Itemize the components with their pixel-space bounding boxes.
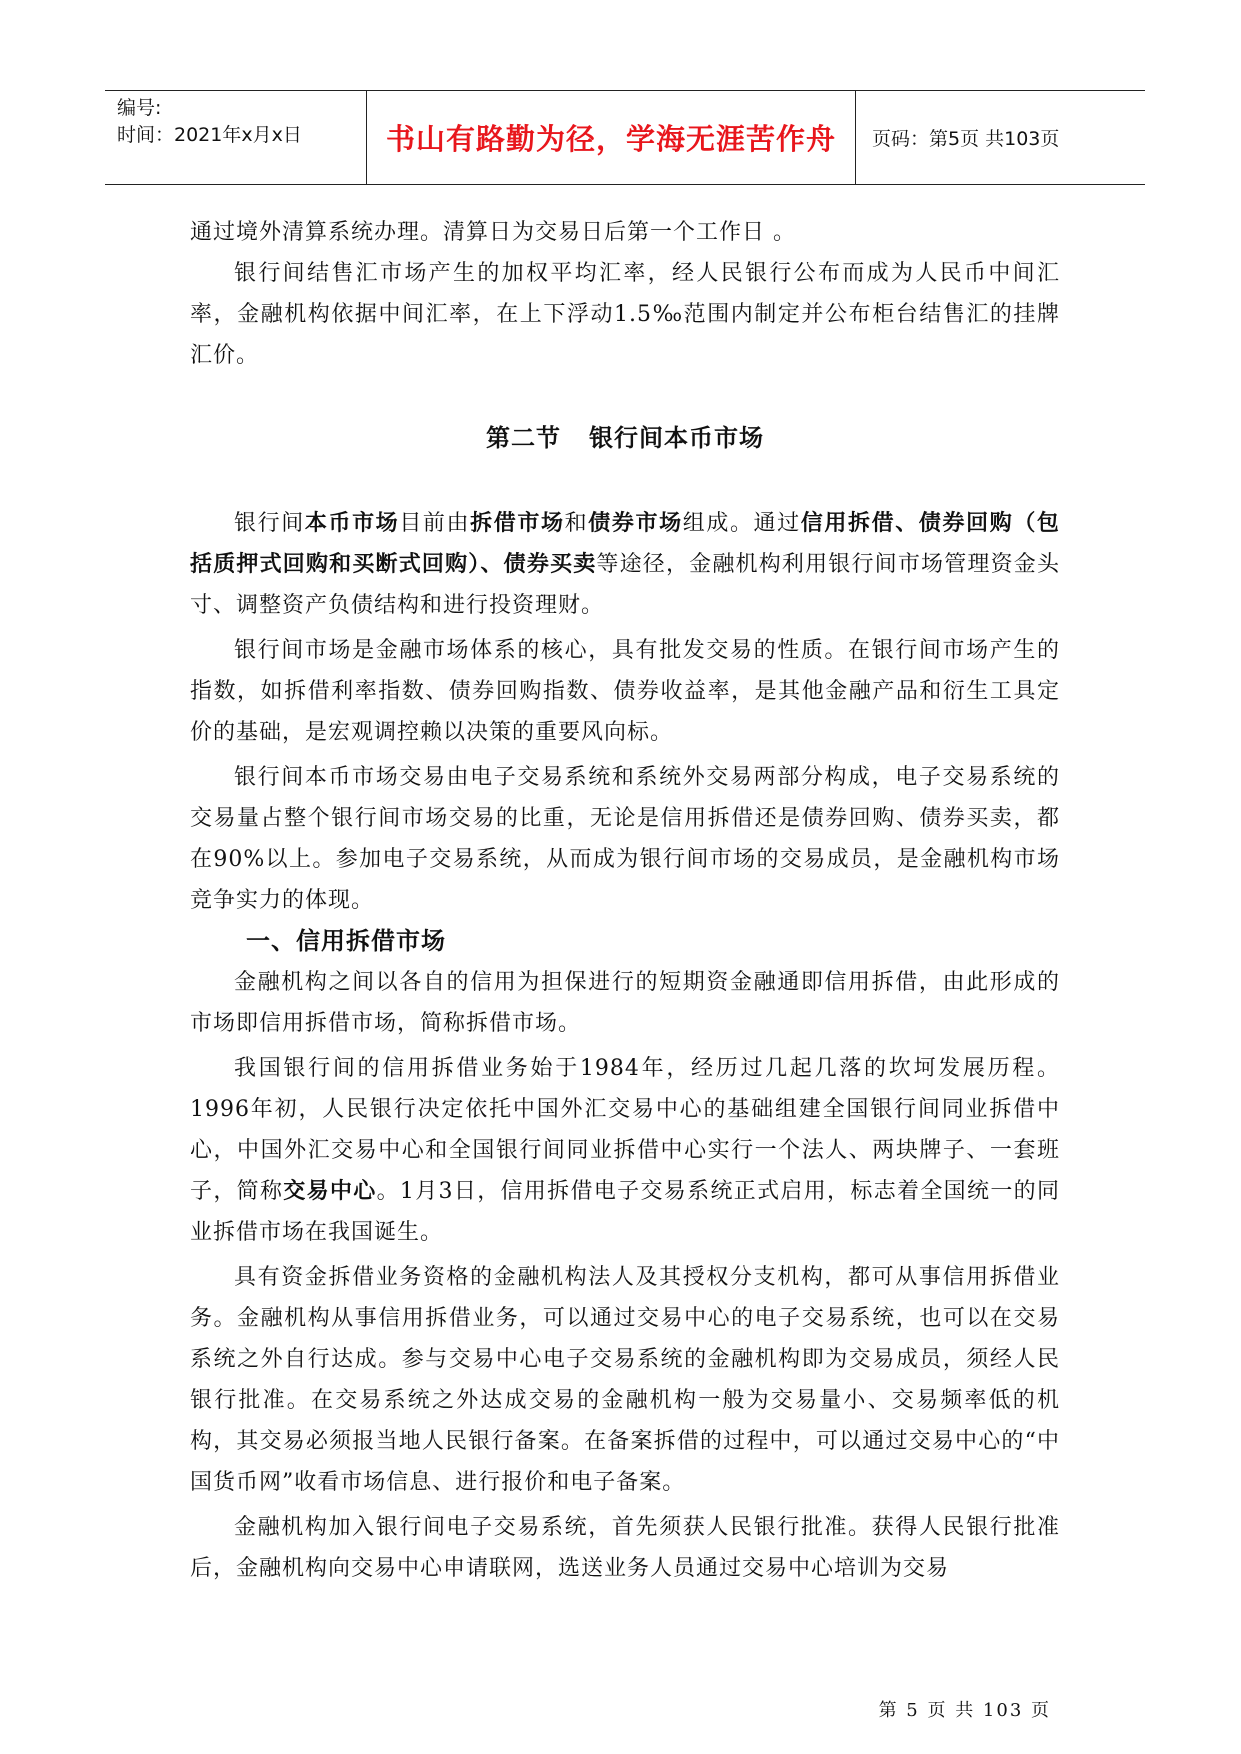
paragraph: [190, 1048, 1060, 1253]
subsection-heading: 一、信用拆借市场: [246, 927, 446, 955]
text-run: 和: [564, 511, 589, 536]
paragraph: [190, 503, 1060, 626]
section-number: 第二节: [486, 424, 561, 452]
bold-term: 拆借市场: [470, 510, 565, 536]
bold-term: 信用拆借、债券回购（包括质押式回购和买断式回购）、债券买卖: [190, 510, 1060, 577]
document-body: [190, 212, 1060, 1589]
text-run: 目前由: [399, 511, 471, 536]
section-title: 银行间本币市场: [589, 424, 764, 452]
text-run: 组成。通过: [682, 511, 801, 536]
page-header: [105, 90, 1145, 185]
bold-term: 债券市场: [588, 510, 683, 536]
paragraph: 银行间本币市场交易由电子交易系统和系统外交易两部分构成，电子交易系统的交易量占整个银行间市场交易的比重，无论是信用拆借还是债券回购、债券买卖，都在90%以上。参加电子交易系统，从而成为银行间市场的交易成员，是金融机构市场竞争实力的体现。: [190, 765, 1060, 913]
paragraph: 银行间结售汇市场产生的加权平均汇率，经人民银行公布而成为人民币中间汇率，金融机构依据中间汇率，在上下浮动1.5‰范围内制定并公布柜台结售汇的挂牌汇价。: [190, 261, 1060, 368]
text-run: 等途径，金融机构利用银行间市场管理资金头寸、调整资产负债结构和进行投资理财。: [190, 552, 1060, 618]
header-motto: 书山有路勤为径，学海无涯苦作舟: [367, 91, 856, 184]
header-page-label: 页码：第5页 共103页: [872, 128, 1060, 150]
text-run: 我国银行间的信用拆借业务始于1984年，经历过几起几落的坎坷发展历程。1996年初，人民银行决定依托中国外汇交易中心的基础组建全国银行间同业拆借中心，中国外汇交易中心和全国银行间同业拆借中心实行一个法人、两块牌子、一套班子，简称: [190, 1056, 1060, 1204]
paragraph: 金融机构加入银行间电子交易系统，首先须获人民银行批准。获得人民银行批准后，金融机构向交易中心申请联网，选送业务人员通过交易中心培训为交易: [190, 1515, 1060, 1581]
bold-term: 本币市场: [304, 510, 400, 536]
bold-term: 交易中心: [283, 1178, 377, 1204]
time-label: 时间：2021年x月x日: [117, 124, 302, 146]
paragraph: 银行间市场是金融市场体系的核心，具有批发交易的性质。在银行间市场产生的指数，如拆借利率指数、债券回购指数、债券收益率，是其他金融产品和衍生工具定价的基础，是宏观调控赖以决策的重要风向标。: [190, 638, 1060, 745]
page-footer: 第 5 页 共 103 页: [878, 1700, 1051, 1721]
text-run: 银行间: [234, 511, 305, 536]
paragraph: 金融机构之间以各自的信用为担保进行的短期资金融通即信用拆借，由此形成的市场即信用拆借市场，简称拆借市场。: [190, 970, 1060, 1036]
text-run: 。1月3日，信用拆借电子交易系统正式启用，标志着全国统一的同业拆借市场在我国诞生。: [190, 1179, 1060, 1245]
serial-label: 编号:: [117, 97, 162, 119]
section-heading: [190, 418, 1060, 459]
paragraph: 具有资金拆借业务资格的金融机构法人及其授权分支机构，都可从事信用拆借业务。金融机构从事信用拆借业务，可以通过交易中心的电子交易系统，也可以在交易系统之外自行达成。参与交易中心电子交易系统的金融机构即为交易成员，须经人民银行批准。在交易系统之外达成交易的金融机构一般为交易量小、交易频率低的机构，其交易必须报当地人民银行备案。在备案拆借的过程中，可以通过交易中心的“中国货币网”收看市场信息、进行报价和电子备案。: [190, 1265, 1060, 1495]
paragraph: 通过境外清算系统办理。清算日为交易日后第一个工作日 。: [190, 220, 796, 245]
header-meta: [105, 91, 367, 184]
